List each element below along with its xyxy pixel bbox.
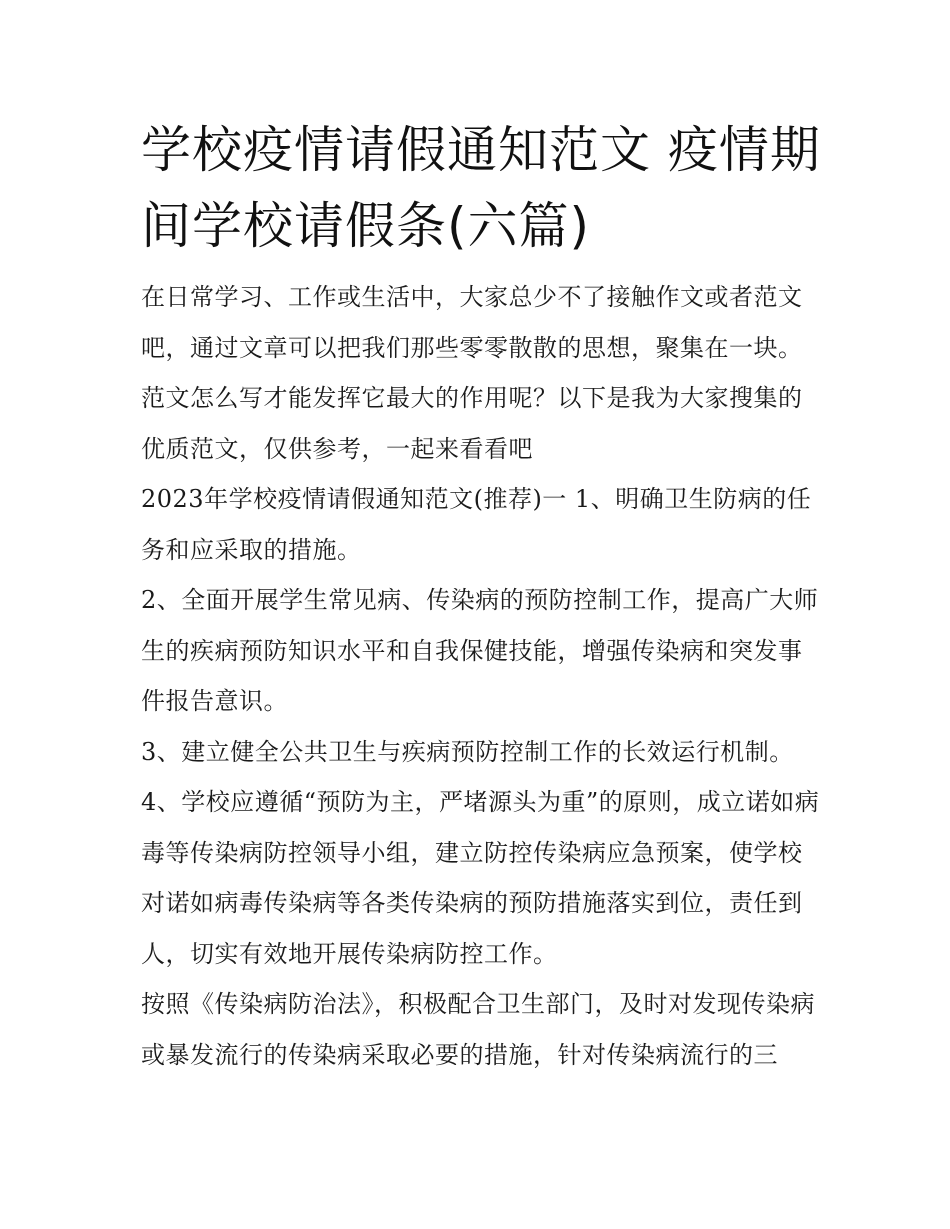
paragraph-intro: 在日常学习、工作或生活中，大家总少不了接触作文或者范文吧，通过文章可以把我们那些零零散散的思想，聚集在一块。范文怎么写才能发挥它最大的作用呢？以下是我为大家搜集的优质范文，仅供参考，一起来看看吧 [141, 283, 803, 463]
document-title: 学校疫情请假通知范文 疫情期间学校请假条(六篇) [141, 121, 821, 255]
document-page [141, 112, 821, 1080]
paragraph-law: 按照《传染病防治法》，积极配合卫生部门，及时对发现传染病或暴发流行的传染病采取必要的措施，针对传染病流行的三 [141, 990, 815, 1069]
paragraph-item-4: 4、学校应遵循“预防为主，严堵源头为重”的原则，成立诺如病毒等传染病防控领导小组，建立防控传染病应急预案，使学校对诺如病毒传染病等各类传染病的预防措施落实到位，责任到人，切实有效地开展传染病防控工作。 [141, 788, 820, 968]
paragraph-item-2: 2、全面开展学生常见病、传染病的预防控制工作，提高广大师生的疾病预防知识水平和自我保健技能，增强传染病和突发事件报告意识。 [141, 586, 819, 715]
paragraph-item-3: 3、建立健全公共卫生与疾病预防控制工作的长效运行机制。 [141, 737, 794, 766]
paragraph-item-1: 2023年学校疫情请假通知范文(推荐)一 1、明确卫生防病的任务和应采取的措施。 [141, 485, 812, 564]
